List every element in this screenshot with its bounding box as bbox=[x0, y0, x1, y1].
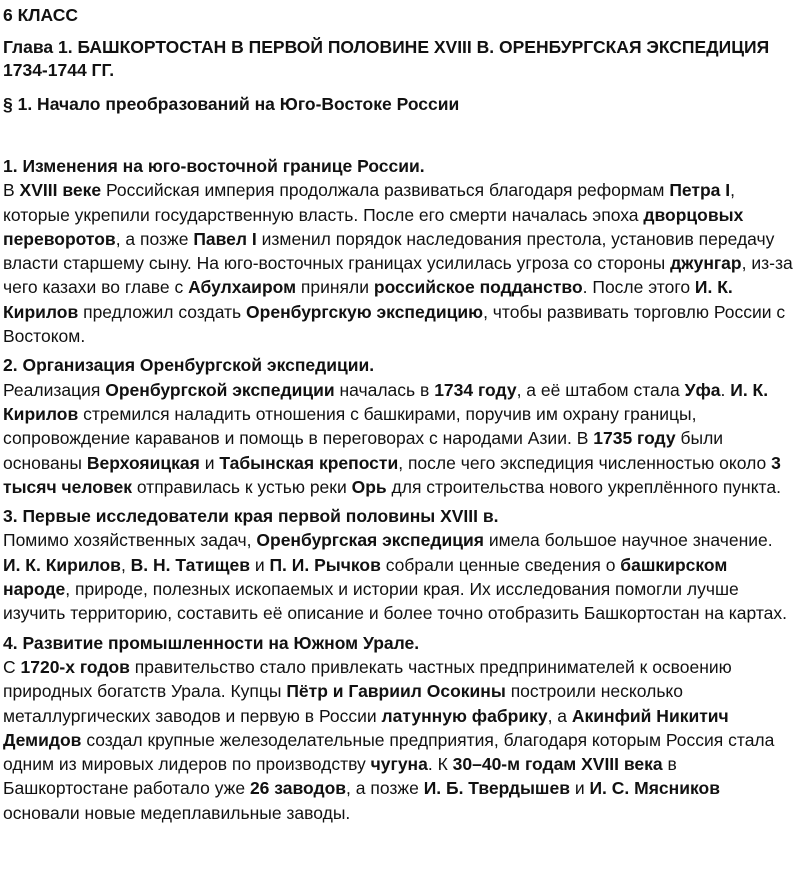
section-title: 3. Первые исследователи края первой половины XVIII в. bbox=[3, 506, 499, 527]
bold-term: Оренбургскую экспедицию bbox=[246, 301, 484, 322]
text-run: , bbox=[120, 554, 131, 575]
section-2 bbox=[3, 353, 794, 499]
bold-term: И. К. Кирилов bbox=[3, 379, 769, 424]
bold-term: 1735 году bbox=[593, 428, 676, 449]
text-run: началась в bbox=[334, 379, 435, 400]
text-run: изменил порядок наследования престола, установив передачу власти старшему сыну. На юго-восточных границах усилилась угроза со стороны bbox=[3, 228, 775, 274]
section-text bbox=[3, 655, 794, 825]
text-run: и bbox=[249, 554, 270, 575]
section-text bbox=[3, 378, 794, 499]
text-run: в Башкортостане работало уже bbox=[3, 754, 677, 799]
text-run: Российская империя продолжала развиваться благодаря реформам bbox=[101, 180, 670, 201]
text-run: . После этого bbox=[582, 277, 695, 298]
bold-term: П. И. Рычков bbox=[269, 554, 381, 575]
bold-term: Оренбургской экспедиции bbox=[105, 379, 335, 400]
bold-term: И. К. Кирилов bbox=[3, 277, 733, 322]
text-run: Реализация bbox=[3, 379, 106, 400]
bold-term: Абулхаиром bbox=[188, 277, 297, 298]
bold-term: башкирском народе bbox=[3, 554, 728, 600]
text-run: приняли bbox=[296, 277, 374, 298]
bold-term: дворцовых переворотов bbox=[3, 204, 744, 249]
section-text bbox=[3, 528, 794, 625]
text-run: Помимо хозяйственных задач, bbox=[3, 530, 257, 551]
bold-term: Табынская крепости bbox=[219, 452, 399, 473]
text-run: , а её штабом стала bbox=[516, 379, 685, 400]
bold-term: латунную фабрику bbox=[381, 705, 548, 726]
bold-term: И. С. Мясников bbox=[589, 778, 720, 799]
bold-term: Уфа bbox=[684, 379, 721, 400]
text-run: В bbox=[3, 180, 20, 201]
bold-term: джунгар bbox=[670, 253, 742, 274]
section-4 bbox=[3, 631, 794, 825]
text-run: , а bbox=[547, 705, 572, 726]
chapter-title: Глава 1. БАШКОРТОСТАН В ПЕРВОЙ ПОЛОВИНЕ XVIII В. ОРЕНБУРГСКАЯ ЭКСПЕДИЦИЯ 1734-1744 ГГ. bbox=[3, 37, 770, 80]
bold-term: XVIII веке bbox=[19, 180, 102, 201]
bold-term: И. Б. Твердышев bbox=[423, 778, 570, 799]
bold-term: 3 тысяч человек bbox=[3, 452, 781, 497]
bold-term: Павел I bbox=[193, 228, 257, 249]
text-run: правительство стало привлекать частных предпринимателей к освоению природных богатств Урала. Купцы bbox=[3, 656, 732, 702]
text-run: отправилась к устью реки bbox=[131, 476, 352, 497]
section-title: 2. Организация Оренбургской экспедиции. bbox=[3, 355, 375, 376]
text-run: собрали ценные сведения о bbox=[380, 554, 621, 575]
text-run: создал крупные железоделательные предприятия, благодаря которым Россия стала одним из мировых лидеров по производству bbox=[3, 729, 775, 775]
bold-term: 26 заводов bbox=[249, 778, 347, 799]
bold-term: 1734 году bbox=[434, 379, 517, 400]
text-run: для строительства нового укреплённого пункта. bbox=[386, 476, 781, 497]
bold-term: Орь bbox=[351, 476, 387, 497]
text-run: предложил создать bbox=[78, 301, 247, 322]
text-run: , природе, полезных ископаемых и истории края. Их исследования помогли лучше изучить территорию, составить её описание и более точно отобразить Башкортостан на картах. bbox=[3, 579, 788, 624]
bold-term: российское подданство bbox=[373, 277, 583, 298]
text-run: построили несколько металлургических заводов и первую в России bbox=[3, 681, 684, 726]
text-run: , а позже bbox=[346, 778, 424, 799]
text-run: , а позже bbox=[115, 228, 194, 249]
text-run: были основаны bbox=[3, 428, 724, 473]
paragraph-title: § 1. Начало преобразований на Юго-Востоке России bbox=[3, 94, 460, 114]
text-run: , из-за чего казахи во главе с bbox=[3, 253, 793, 298]
text-run: основали новые медеплавильные заводы. bbox=[3, 802, 351, 823]
text-run: С bbox=[3, 656, 21, 677]
bold-term: Акинфий Никитич Демидов bbox=[3, 705, 729, 750]
section-title: 4. Развитие промышленности на Южном Урале. bbox=[3, 632, 420, 653]
text-run: имела большое научное значение. bbox=[483, 530, 773, 551]
text-run: , которые укрепили государственную власть. После его смерти началась эпоха bbox=[3, 180, 735, 225]
bold-term: Петра I bbox=[669, 180, 731, 201]
section-text bbox=[3, 178, 794, 348]
text-run: и bbox=[199, 452, 220, 473]
text-run: и bbox=[569, 778, 590, 799]
text-run: . bbox=[720, 379, 731, 400]
text-run: , после чего экспедиция численностью около bbox=[398, 452, 772, 473]
text-run: стремился наладить отношения с башкирами, поручив им охрану границы, сопровождение караванов и помощь в переговорах с народами Азии. В bbox=[3, 403, 697, 449]
text-run: , чтобы развивать торговлю России с Востоком. bbox=[3, 301, 786, 347]
bold-term: Оренбургская экспедиция bbox=[256, 530, 484, 551]
text-run: . К bbox=[427, 754, 453, 775]
bold-term: В. Н. Татищев bbox=[130, 554, 250, 575]
bold-term: 30–40-м годам XVIII века bbox=[452, 754, 663, 775]
section-3 bbox=[3, 504, 794, 625]
bold-term: 1720-х годов bbox=[20, 656, 130, 677]
bold-term: Верхояицкая bbox=[86, 452, 200, 473]
section-1 bbox=[3, 154, 794, 348]
section-title: 1. Изменения на юго-восточной границе России. bbox=[3, 156, 425, 176]
bold-term: Пётр и Гавриил Осокины bbox=[286, 681, 506, 702]
grade-heading: 6 КЛАСС bbox=[3, 5, 79, 25]
bold-term: И. К. Кирилов bbox=[3, 554, 121, 575]
bold-term: чугуна bbox=[370, 754, 428, 775]
